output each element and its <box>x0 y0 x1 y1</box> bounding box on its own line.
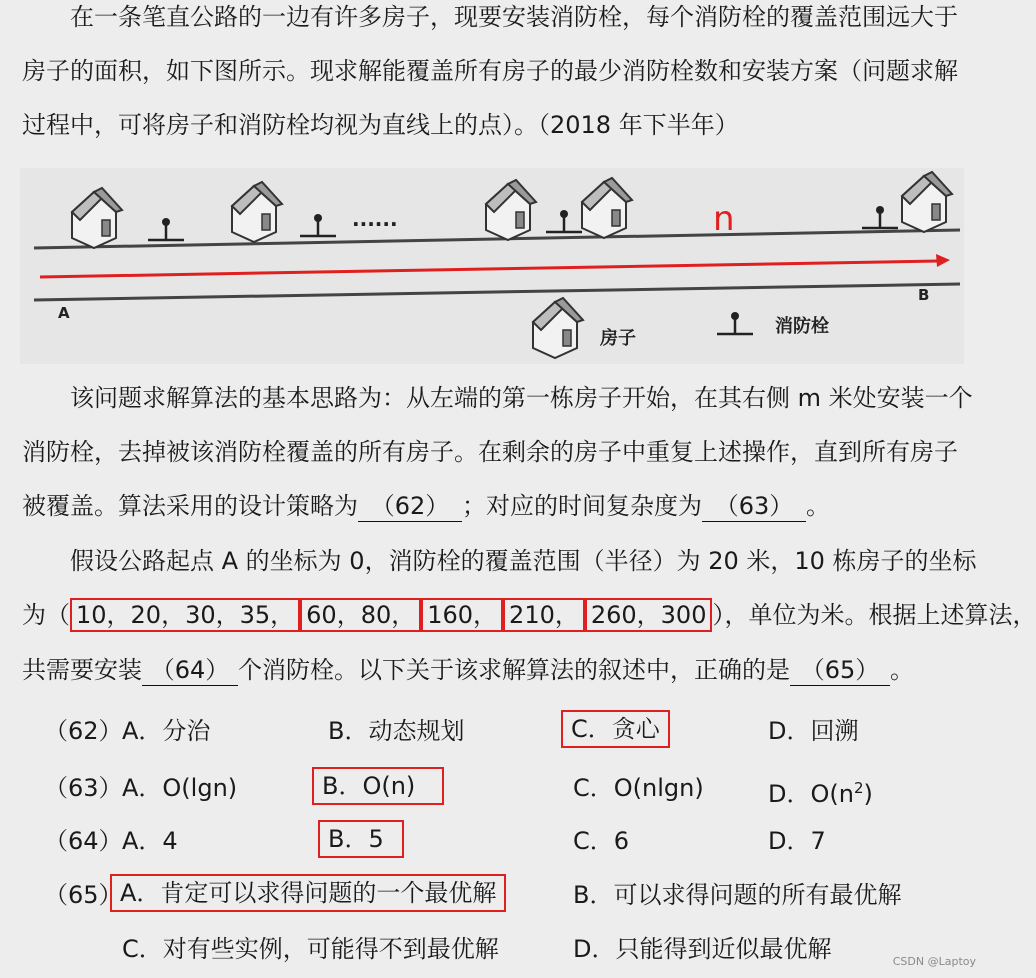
intro-line-3: 过程中，可将房子和消防栓均视为直线上的点）。（2018 年下半年） <box>22 111 739 139</box>
house-icon <box>232 182 282 242</box>
road-figure <box>20 168 964 364</box>
hydrant-icon <box>546 210 582 232</box>
house-icon <box>902 172 952 232</box>
q65-option-c[interactable]: C．对有些实例，可能得不到最优解 <box>122 935 499 963</box>
coords-prefix: 为（ <box>22 601 70 629</box>
legend-hydrant-label: 消防栓 <box>775 316 829 337</box>
road-diagram <box>20 168 964 364</box>
ellipsis-dots: ...... <box>352 207 398 231</box>
para2-text-b: ；对应的时间复杂度为 <box>462 492 702 520</box>
para3-line-3 <box>22 655 914 686</box>
n-label: n <box>713 199 735 239</box>
q65-number: （65） <box>44 881 123 909</box>
house-icon <box>486 180 536 240</box>
blank-62: （62） <box>358 491 462 522</box>
para3-line-2 <box>22 598 1036 632</box>
q63-option-c[interactable]: C．O(nlgn) <box>573 774 704 802</box>
q64-option-d[interactable]: D．7 <box>768 827 826 855</box>
q63-d-base: D．O(n <box>768 780 854 808</box>
legend-house-icon <box>533 298 583 358</box>
para2-line-3 <box>22 491 830 522</box>
legend-hydrant-icon <box>717 312 753 334</box>
q64-option-b[interactable]: B．5 <box>318 820 404 858</box>
intro-line-2: 房子的面积，如下图所示。现求解能覆盖所有房子的最少消防栓数和安装方案（问题求解 <box>22 57 958 85</box>
q62-option-d[interactable]: D．回溯 <box>768 717 859 745</box>
q65-option-d[interactable]: D．只能得到近似最优解 <box>573 935 832 963</box>
point-b-label: B <box>918 286 930 304</box>
q62-option-b[interactable]: B．动态规划 <box>328 717 465 745</box>
blank-65: （65） <box>790 655 890 686</box>
para2-text-a: 被覆盖。算法采用的设计策略为 <box>22 492 358 520</box>
coord-group-2: 60，80， <box>300 598 421 632</box>
para3-text-b: 个消防栓。以下关于该求解算法的叙述中，正确的是 <box>238 656 790 684</box>
q64-option-a[interactable]: A．4 <box>122 827 178 855</box>
q63-d-end: ) <box>863 780 873 808</box>
q63-option-b[interactable]: B．O(n) <box>312 767 444 805</box>
coords-suffix: ），单位为米。根据上述算法， <box>712 601 1036 629</box>
coord-group-5: 260，300 <box>585 598 713 632</box>
q62-option-c[interactable]: C．贪心 <box>561 710 670 748</box>
point-a-label: A <box>58 304 70 322</box>
q62-number: （62） <box>44 717 123 745</box>
blank-64: （64） <box>142 655 238 686</box>
intro-line-1: 在一条笔直公路的一边有许多房子，现要安装消防栓，每个消防栓的覆盖范围远大于 <box>70 3 958 31</box>
para2-line-2: 消防栓，去掉被该消防栓覆盖的所有房子。在剩余的房子中重复上述操作，直到所有房子 <box>22 438 958 466</box>
hydrant-icon <box>300 214 336 236</box>
q65-option-b[interactable]: B．可以求得问题的所有最优解 <box>573 881 902 909</box>
q64-option-c[interactable]: C．6 <box>573 827 630 855</box>
hydrant-icon <box>148 218 184 240</box>
coord-group-4: 210， <box>503 598 585 632</box>
q64-number: （64） <box>44 827 123 855</box>
q63-option-d[interactable] <box>768 773 873 809</box>
para3-text-a: 共需要安装 <box>22 656 142 684</box>
coord-group-3: 160， <box>421 598 503 632</box>
q63-option-a[interactable]: A．O(lgn) <box>122 774 238 802</box>
house-icon <box>582 178 632 238</box>
q62-option-a[interactable]: A．分治 <box>122 717 211 745</box>
q63-number: （63） <box>44 774 123 802</box>
para3-line-1: 假设公路起点 A 的坐标为 0，消防栓的覆盖范围（半径）为 20 米，10 栋房子的坐标 <box>70 547 977 575</box>
house-icon <box>72 188 122 248</box>
para2-line-1: 该问题求解算法的基本思路为：从左端的第一栋房子开始，在其右侧 m 米处安装一个 <box>70 384 973 412</box>
coord-group-1: 10，20，30，35， <box>70 598 300 632</box>
legend-house-label: 房子 <box>600 328 636 349</box>
hydrant-icon <box>862 206 898 228</box>
blank-63: （63） <box>702 491 806 522</box>
para2-text-c: 。 <box>806 492 830 520</box>
para3-text-c: 。 <box>890 656 914 684</box>
q65-option-a[interactable]: A．肯定可以求得问题的一个最优解 <box>110 874 506 912</box>
q63-d-exponent: 2 <box>853 779 864 797</box>
watermark: CSDN @Laptoy <box>892 955 976 968</box>
